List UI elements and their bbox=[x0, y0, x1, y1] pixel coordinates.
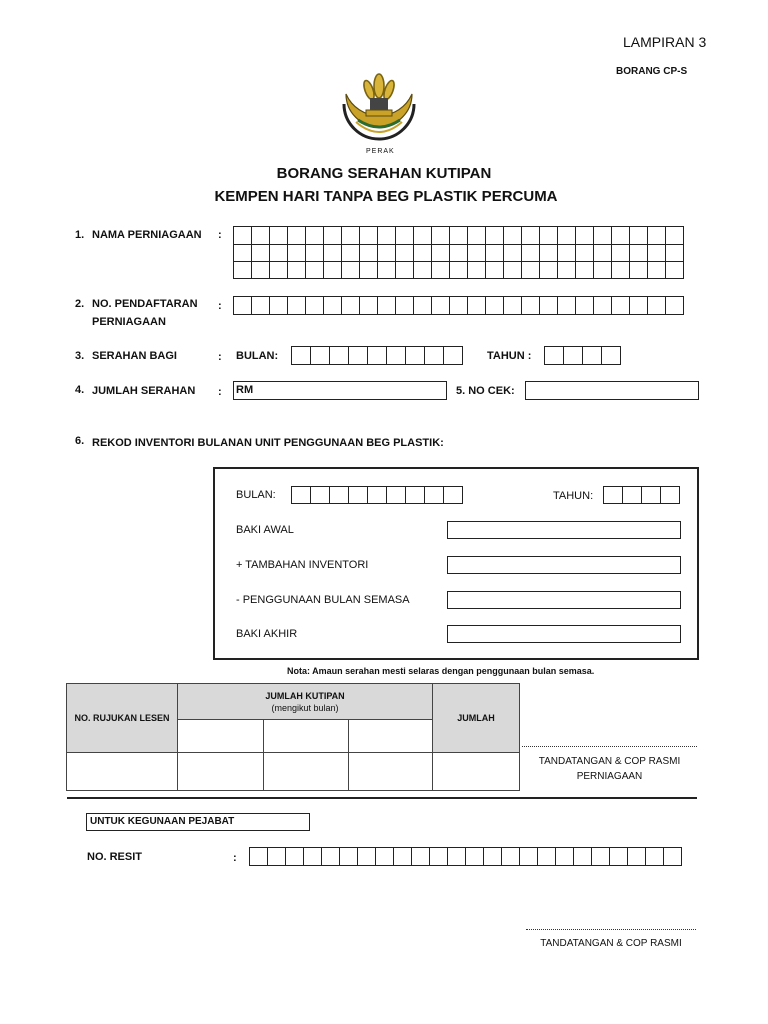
char-box[interactable] bbox=[557, 296, 576, 315]
field2-colon: : bbox=[218, 300, 222, 312]
char-box[interactable] bbox=[485, 261, 504, 279]
char-box[interactable] bbox=[305, 296, 324, 315]
collection-amount-cell[interactable] bbox=[349, 753, 433, 791]
char-box[interactable] bbox=[377, 226, 396, 245]
char-box[interactable] bbox=[367, 486, 387, 504]
char-box[interactable] bbox=[575, 226, 594, 245]
char-box[interactable] bbox=[665, 261, 684, 279]
char-box[interactable] bbox=[341, 296, 360, 315]
char-box[interactable] bbox=[359, 261, 378, 279]
char-box[interactable] bbox=[603, 486, 623, 504]
char-box[interactable] bbox=[285, 847, 304, 866]
char-box[interactable] bbox=[323, 296, 342, 315]
char-box[interactable] bbox=[629, 261, 648, 279]
char-box[interactable] bbox=[467, 261, 486, 279]
field3-month-label: BULAN: bbox=[236, 350, 279, 362]
char-box[interactable] bbox=[424, 486, 444, 504]
char-box[interactable] bbox=[323, 226, 342, 245]
char-box[interactable] bbox=[395, 296, 414, 315]
char-box[interactable] bbox=[367, 346, 387, 365]
char-box[interactable] bbox=[575, 244, 594, 262]
char-box[interactable] bbox=[627, 847, 646, 866]
char-box[interactable] bbox=[555, 847, 574, 866]
inventory-year-label: TAHUN: bbox=[553, 490, 594, 502]
char-box[interactable] bbox=[377, 244, 396, 262]
business-name-grid[interactable] bbox=[234, 226, 684, 279]
char-box[interactable] bbox=[377, 261, 396, 279]
char-box[interactable] bbox=[467, 296, 486, 315]
title-line2: KEMPEN HARI TANPA BEG PLASTIK PERCUMA bbox=[214, 188, 558, 205]
char-box[interactable] bbox=[611, 244, 630, 262]
char-box[interactable] bbox=[582, 346, 602, 365]
char-box[interactable] bbox=[251, 296, 270, 315]
char-box[interactable] bbox=[287, 244, 306, 262]
section-divider bbox=[67, 797, 697, 799]
inventory-row-label: + TAMBAHAN INVENTORI bbox=[236, 559, 369, 571]
receipt-number-grid[interactable] bbox=[250, 847, 682, 866]
char-box[interactable] bbox=[501, 847, 520, 866]
registration-number-grid[interactable] bbox=[234, 296, 684, 315]
char-box[interactable] bbox=[233, 244, 252, 262]
char-box[interactable] bbox=[405, 486, 425, 504]
char-box[interactable] bbox=[431, 244, 450, 262]
char-box[interactable] bbox=[544, 346, 564, 365]
char-box[interactable] bbox=[483, 847, 502, 866]
char-box[interactable] bbox=[647, 226, 666, 245]
char-box[interactable] bbox=[539, 261, 558, 279]
char-box[interactable] bbox=[267, 847, 286, 866]
char-box[interactable] bbox=[413, 261, 432, 279]
section6-heading: REKOD INVENTORI BULANAN UNIT PENGGUNAAN BEG PLASTIK: bbox=[92, 437, 444, 449]
char-box[interactable] bbox=[611, 261, 630, 279]
char-box[interactable] bbox=[647, 244, 666, 262]
char-box[interactable] bbox=[341, 261, 360, 279]
char-box[interactable] bbox=[521, 244, 540, 262]
field2-number: 2. bbox=[75, 298, 85, 310]
perak-crest bbox=[336, 64, 422, 162]
char-box[interactable] bbox=[537, 847, 556, 866]
char-box[interactable] bbox=[251, 261, 270, 279]
char-box[interactable] bbox=[557, 261, 576, 279]
char-box[interactable] bbox=[519, 847, 538, 866]
char-box[interactable] bbox=[449, 296, 468, 315]
field1-label: NAMA PERNIAGAAN bbox=[92, 229, 202, 241]
char-box[interactable] bbox=[641, 486, 661, 504]
char-box[interactable] bbox=[449, 244, 468, 262]
char-box[interactable] bbox=[341, 244, 360, 262]
char-box[interactable] bbox=[321, 847, 340, 866]
char-box[interactable] bbox=[465, 847, 484, 866]
char-box[interactable] bbox=[609, 847, 628, 866]
char-box[interactable] bbox=[563, 346, 583, 365]
char-box[interactable] bbox=[395, 244, 414, 262]
inventory-row-label: BAKI AKHIR bbox=[236, 628, 298, 640]
char-box[interactable] bbox=[449, 226, 468, 245]
char-box[interactable] bbox=[503, 296, 522, 315]
license-ref-header: NO. RUJUKAN LESEN bbox=[67, 684, 178, 753]
char-box[interactable] bbox=[291, 346, 311, 365]
current-usage-input[interactable] bbox=[447, 591, 681, 609]
char-box[interactable] bbox=[611, 296, 630, 315]
inventory-addition-input[interactable] bbox=[447, 556, 681, 574]
char-box[interactable] bbox=[413, 226, 432, 245]
char-box[interactable] bbox=[521, 226, 540, 245]
business-signature-line2: PERNIAGAAN bbox=[576, 771, 643, 782]
amount-input[interactable] bbox=[233, 381, 447, 400]
char-box[interactable] bbox=[485, 226, 504, 245]
char-box[interactable] bbox=[429, 847, 448, 866]
char-box[interactable] bbox=[593, 261, 612, 279]
char-box[interactable] bbox=[305, 244, 324, 262]
char-box[interactable] bbox=[503, 226, 522, 245]
char-box[interactable] bbox=[622, 486, 642, 504]
collection-header bbox=[178, 684, 433, 720]
char-box[interactable] bbox=[348, 486, 368, 504]
collection-month-cell[interactable] bbox=[178, 720, 264, 753]
char-box[interactable] bbox=[593, 244, 612, 262]
closing-balance-input[interactable] bbox=[447, 625, 681, 643]
office-signature-label: TANDATANGAN & COP RASMI bbox=[540, 938, 682, 949]
char-box[interactable] bbox=[503, 244, 522, 262]
char-box[interactable] bbox=[310, 486, 330, 504]
field3-label: SERAHAN BAGI bbox=[92, 350, 177, 362]
receipt-colon: : bbox=[233, 852, 237, 864]
char-box[interactable] bbox=[305, 261, 324, 279]
char-box[interactable] bbox=[467, 226, 486, 245]
char-box[interactable] bbox=[593, 226, 612, 245]
collection-month-cell[interactable] bbox=[349, 720, 433, 753]
collection-month-cell[interactable] bbox=[264, 720, 349, 753]
license-ref-cell[interactable] bbox=[67, 753, 178, 791]
char-box[interactable] bbox=[249, 847, 268, 866]
section6-number: 6. bbox=[75, 435, 85, 447]
inventory-note: Nota: Amaun serahan mesti selaras dengan penggunaan bulan semasa. bbox=[287, 666, 595, 676]
char-box[interactable] bbox=[431, 261, 450, 279]
inventory-row-label: - PENGGUNAAN BULAN SEMASA bbox=[236, 594, 410, 606]
inventory-row-label: BAKI AWAL bbox=[236, 524, 294, 536]
year-grid[interactable] bbox=[545, 346, 621, 365]
collection-amount-cell[interactable] bbox=[178, 753, 264, 791]
char-box[interactable] bbox=[411, 847, 430, 866]
char-box[interactable] bbox=[521, 261, 540, 279]
char-box[interactable] bbox=[310, 346, 330, 365]
total-header: JUMLAH bbox=[433, 684, 520, 753]
char-box[interactable] bbox=[665, 296, 684, 315]
char-box[interactable] bbox=[647, 296, 666, 315]
char-box[interactable] bbox=[485, 296, 504, 315]
inventory-year-grid[interactable] bbox=[604, 486, 680, 504]
form-code: BORANG CP-S bbox=[616, 66, 688, 77]
char-box[interactable] bbox=[287, 226, 306, 245]
field4-number: 4. bbox=[75, 384, 85, 396]
char-box[interactable] bbox=[629, 244, 648, 262]
total-cell[interactable] bbox=[433, 753, 520, 791]
char-box[interactable] bbox=[323, 244, 342, 262]
field4-colon: : bbox=[218, 386, 222, 398]
char-box[interactable] bbox=[424, 346, 444, 365]
char-box[interactable] bbox=[357, 847, 376, 866]
char-box[interactable] bbox=[601, 346, 621, 365]
month-grid[interactable] bbox=[292, 346, 463, 365]
char-box[interactable] bbox=[348, 346, 368, 365]
field2-label-line1: NO. PENDAFTARAN bbox=[92, 298, 198, 310]
char-box[interactable] bbox=[233, 261, 252, 279]
char-box[interactable] bbox=[521, 296, 540, 315]
char-box[interactable] bbox=[413, 244, 432, 262]
opening-balance-input[interactable] bbox=[447, 521, 681, 539]
char-box[interactable] bbox=[375, 847, 394, 866]
field5-label: 5. NO CEK: bbox=[456, 385, 515, 397]
char-box[interactable] bbox=[593, 296, 612, 315]
char-box[interactable] bbox=[575, 261, 594, 279]
office-use-label: UNTUK KEGUNAAN PEJABAT bbox=[90, 816, 235, 827]
collection-amount-cell[interactable] bbox=[264, 753, 349, 791]
char-box[interactable] bbox=[467, 244, 486, 262]
char-box[interactable] bbox=[575, 296, 594, 315]
attachment-label: LAMPIRAN 3 bbox=[623, 34, 707, 50]
char-box[interactable] bbox=[611, 226, 630, 245]
char-box[interactable] bbox=[660, 486, 680, 504]
inventory-month-label: BULAN: bbox=[236, 489, 276, 501]
char-box[interactable] bbox=[443, 346, 463, 365]
char-box[interactable] bbox=[359, 244, 378, 262]
char-box[interactable] bbox=[329, 486, 349, 504]
char-box[interactable] bbox=[341, 226, 360, 245]
char-box[interactable] bbox=[386, 486, 406, 504]
char-box[interactable] bbox=[573, 847, 592, 866]
field1-colon: : bbox=[218, 229, 222, 241]
field3-colon: : bbox=[218, 351, 222, 363]
field3-number: 3. bbox=[75, 350, 85, 362]
business-signature-line1: TANDATANGAN & COP RASMI bbox=[538, 756, 681, 767]
char-box[interactable] bbox=[663, 847, 682, 866]
inventory-box bbox=[213, 467, 699, 660]
char-box[interactable] bbox=[339, 847, 358, 866]
char-box[interactable] bbox=[413, 296, 432, 315]
field1-number: 1. bbox=[75, 229, 85, 241]
char-box[interactable] bbox=[557, 244, 576, 262]
char-box[interactable] bbox=[233, 296, 252, 315]
char-box[interactable] bbox=[303, 847, 322, 866]
char-box[interactable] bbox=[359, 296, 378, 315]
char-box[interactable] bbox=[647, 261, 666, 279]
char-box[interactable] bbox=[291, 486, 311, 504]
char-box[interactable] bbox=[393, 847, 412, 866]
char-box[interactable] bbox=[305, 226, 324, 245]
char-box[interactable] bbox=[251, 244, 270, 262]
currency-label: RM bbox=[236, 384, 254, 396]
char-box[interactable] bbox=[386, 346, 406, 365]
field4-label: JUMLAH SERAHAN bbox=[92, 385, 196, 397]
char-box[interactable] bbox=[449, 261, 468, 279]
title-line1: BORANG SERAHAN KUTIPAN bbox=[276, 165, 492, 182]
char-box[interactable] bbox=[557, 226, 576, 245]
char-box[interactable] bbox=[539, 244, 558, 262]
char-box[interactable] bbox=[539, 296, 558, 315]
business-signature-line[interactable] bbox=[522, 745, 697, 747]
char-box[interactable] bbox=[431, 296, 450, 315]
char-box[interactable] bbox=[395, 261, 414, 279]
char-box[interactable] bbox=[645, 847, 664, 866]
char-box[interactable] bbox=[269, 296, 288, 315]
collection-table bbox=[66, 683, 520, 791]
char-box[interactable] bbox=[447, 847, 466, 866]
collection-header-line2: (mengikut bulan) bbox=[271, 702, 339, 713]
char-box[interactable] bbox=[431, 226, 450, 245]
char-box[interactable] bbox=[269, 244, 288, 262]
char-box[interactable] bbox=[405, 346, 425, 365]
char-box[interactable] bbox=[395, 226, 414, 245]
field2-label-line2: PERNIAGAAN bbox=[92, 316, 166, 328]
char-box[interactable] bbox=[665, 244, 684, 262]
char-box[interactable] bbox=[269, 261, 288, 279]
char-box[interactable] bbox=[377, 296, 396, 315]
char-box[interactable] bbox=[329, 346, 349, 365]
char-box[interactable] bbox=[269, 226, 288, 245]
char-box[interactable] bbox=[503, 261, 522, 279]
char-box[interactable] bbox=[629, 226, 648, 245]
receipt-label: NO. RESIT bbox=[87, 851, 143, 863]
office-use-box bbox=[86, 813, 310, 831]
char-box[interactable] bbox=[539, 226, 558, 245]
char-box[interactable] bbox=[287, 261, 306, 279]
office-signature-line[interactable] bbox=[526, 928, 696, 930]
char-box[interactable] bbox=[485, 244, 504, 262]
inventory-month-grid[interactable] bbox=[292, 486, 463, 504]
collection-header-line1: JUMLAH KUTIPAN bbox=[265, 690, 345, 701]
char-box[interactable] bbox=[251, 226, 270, 245]
crest-label: PERAK bbox=[366, 148, 395, 155]
char-box[interactable] bbox=[233, 226, 252, 245]
char-box[interactable] bbox=[323, 261, 342, 279]
char-box[interactable] bbox=[359, 226, 378, 245]
char-box[interactable] bbox=[287, 296, 306, 315]
char-box[interactable] bbox=[665, 226, 684, 245]
char-box[interactable] bbox=[443, 486, 463, 504]
field3-year-label: TAHUN : bbox=[487, 350, 532, 362]
char-box[interactable] bbox=[629, 296, 648, 315]
char-box[interactable] bbox=[591, 847, 610, 866]
cheque-number-input[interactable] bbox=[525, 381, 699, 400]
